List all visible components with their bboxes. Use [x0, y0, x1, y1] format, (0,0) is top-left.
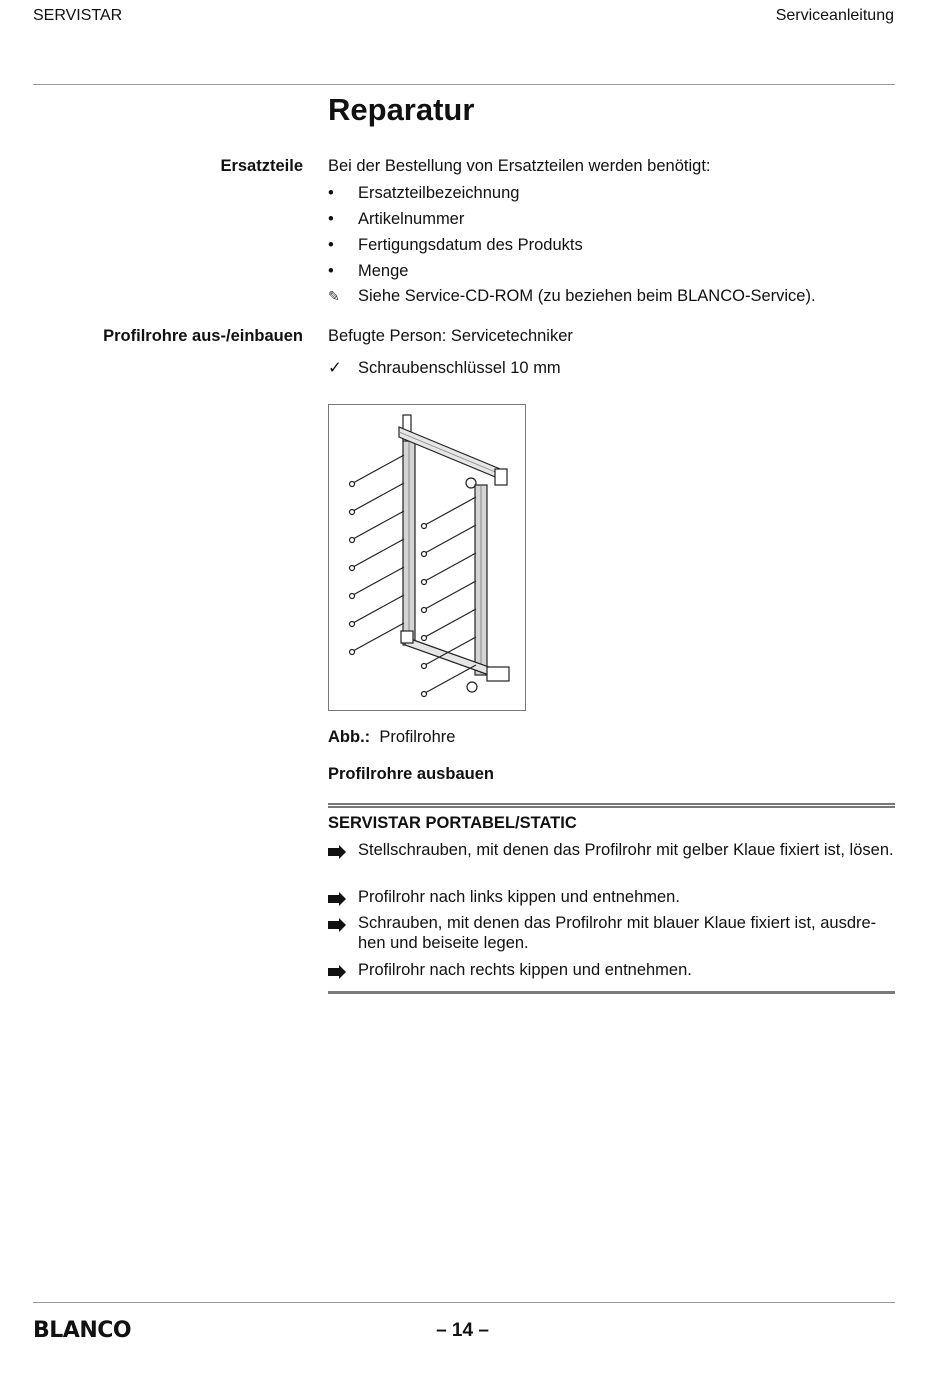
bullet-icon: •	[328, 236, 334, 254]
tubes-side-label: Profilrohre aus-/einbauen	[103, 327, 303, 345]
profile-tubes-rack-drawing	[329, 405, 525, 710]
tool-item: ✓ Schraubenschlüssel 10 mm	[328, 359, 561, 377]
box-bottom-rule	[328, 991, 895, 994]
step-item: Stellschrauben, mit denen das Profilrohr mit gelber Klaue fixiert ist, lösen.	[328, 840, 895, 860]
list-item: • Menge	[328, 262, 409, 280]
figure-caption	[328, 728, 455, 747]
page-title: Reparatur	[328, 92, 475, 127]
bullet-icon: •	[328, 184, 334, 202]
step-item: Schrauben, mit denen das Profilrohr mit blauer Klaue fixiert ist, ausdre-hen und beiseite legen.	[328, 913, 895, 953]
authorized-person: Befugte Person: Servicetechniker	[328, 327, 573, 345]
box-heading: SERVISTAR PORTABEL/STATIC	[328, 814, 577, 832]
spare-parts-intro: Bei der Bestellung von Ersatzteilen werden benötigt:	[328, 157, 711, 175]
subheading-remove-tubes: Profilrohre ausbauen	[328, 765, 494, 783]
list-item: • Fertigungsdatum des Produkts	[328, 236, 583, 254]
blanco-logo: BLANCO	[33, 1318, 132, 1343]
arrow-right-icon	[328, 960, 350, 980]
arrow-right-icon	[328, 840, 350, 860]
step-item: Profilrohr nach rechts kippen und entnehmen.	[328, 960, 895, 980]
arrow-right-icon	[328, 913, 350, 933]
bullet-icon: •	[328, 262, 334, 280]
reference-note: ✎ Siehe Service-CD-ROM (zu beziehen beim BLANCO-Service).	[328, 287, 816, 305]
list-item: • Artikelnummer	[328, 210, 465, 228]
page-number: – 14 –	[436, 1320, 489, 1341]
checkmark-icon: ✓	[328, 359, 342, 377]
list-item: • Ersatzteilbezeichnung	[328, 184, 520, 202]
caption-label: Abb.:	[328, 728, 371, 746]
arrow-right-icon	[328, 887, 350, 907]
header-product-name: SERVISTAR	[33, 7, 123, 24]
caption-text: Profilrohre	[379, 728, 456, 746]
figure-profile-tubes	[328, 404, 526, 711]
spare-parts-side-label: Ersatzteile	[220, 157, 303, 175]
header-divider	[33, 84, 895, 85]
box-top-rule	[328, 803, 895, 808]
reference-hand-icon: ✎	[328, 288, 340, 304]
step-item: Profilrohr nach links kippen und entnehmen.	[328, 887, 895, 907]
header-document-type: Serviceanleitung	[775, 7, 894, 24]
footer-divider	[33, 1302, 895, 1303]
bullet-icon: •	[328, 210, 334, 228]
